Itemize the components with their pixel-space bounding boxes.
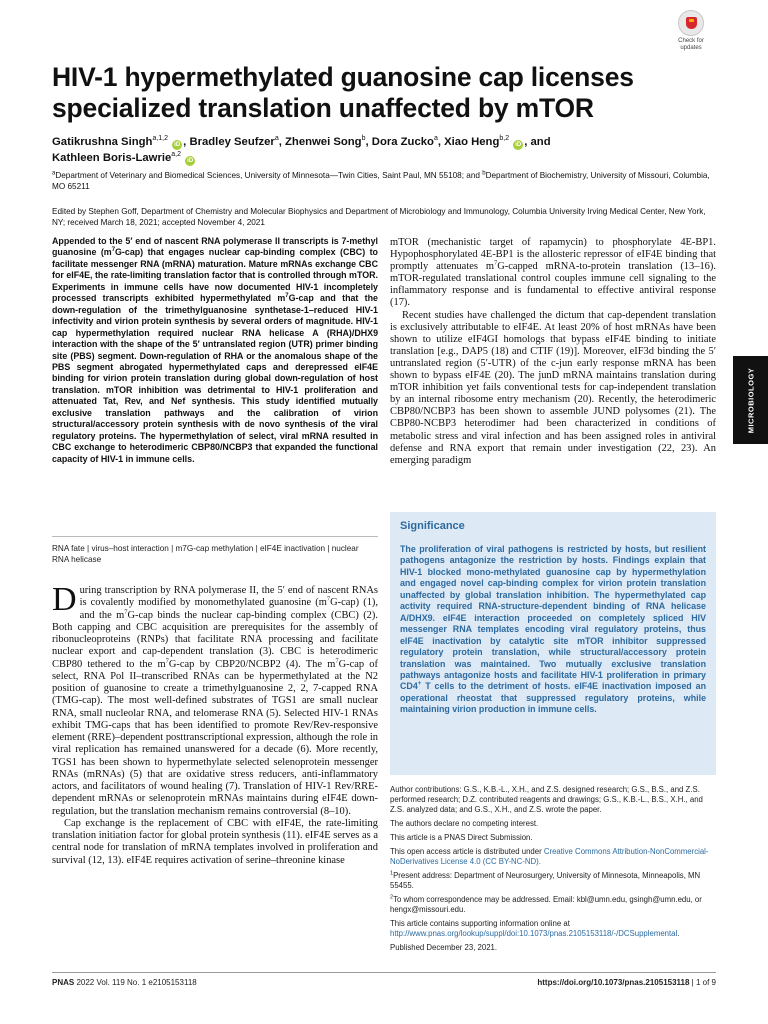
footnote-1: $^1$Present address: Department of Neurosurgery, University of Minnesota, Minneapolis, MN 55455. xyxy=(390,870,701,890)
check-updates-icon xyxy=(678,10,704,36)
author-name[interactable]: Xiao Heng xyxy=(444,136,500,148)
author-name[interactable]: Zhenwei Song xyxy=(285,136,362,148)
author-contributions: Author contributions: G.S., K.B.-L., X.H., and Z.S. designed research; G.S., B.S., and Z.S. performed research; D.Z. contributed reagents and drawings; G.S., K.B.-L., B.S., X.H., and Z.S. analyzed data; and G.S., X.H., and Z.S. wrote the paper. xyxy=(390,785,703,814)
check-for-updates-badge[interactable] xyxy=(671,10,711,56)
competing-interest: The authors declare no competing interest. xyxy=(390,819,539,828)
body-paragraph: During transcription by RNA polymerase II, the 5′ end of nascent RNAs is covalently modified by monomethylated guanosine $(m^7G-cap)$ (1), and the $m^7G$-cap binds the nuclear cap-binding complex (CBC) (2). Both capping and CBC acquisition are prerequisites for the assembly of ribonucleoproteins (RNPs) that facilitate RNA processing and facilitate nuclear export and cap-dependent translation (3). CBC is heterodimeric CBP80 tethered to the $m^7G$-cap by CBP20/NCBP2 (4). The $m^7G$-cap of select, RNA Pol II–transcribed RNAs can be hypermethylated at the N2 position of guanosine to create a trimethylguanosine 2, 2, 7-capped RNA (TMG-cap). The most well-defined substrates of TGS1 are small nuclear RNA, small nucleolar RNA, and telomerase RNA (5). Selected HIV-1 RNAs exhibit TMG-caps that has been identified to promote Rev/Rev-responsive element (RRE)–dependent posttranscriptional expression, although the role in viral replication has remained unanswered for a decade (6). More recently, TGS1 has been shown to hypermethylate selected selenoprotein messenger RNAs (mRNAs) (5) that are oxidative stress reducers, anti-inflammatory actors, and facilitators of wound healing (7). Translation of HIV-1 Rev/RRE-dependent mRNAs or selenoprotein mRNAs maintains during eIF4E down-regulation, but the translation mechanism remains controversial (8–10). xyxy=(52,581,378,817)
author-name[interactable]: Kathleen Boris-Lawrie xyxy=(52,152,172,164)
supplemental-link[interactable]: http://www.pnas.org/lookup/suppl/doi:10.1073/pnas.2105153118/-/DCSupplemental xyxy=(390,929,678,938)
body-column-right xyxy=(390,237,716,467)
footer-citation: PNAS 2022 Vol. 119 No. 1 e2105153118 xyxy=(52,978,197,987)
affiliations: $^a$Department of Veterinary and Biomedical Sciences, University of Minnesota—Twin Cities, Saint Paul, MN 55108; and $^b$Department of Biochemistry, University of Missouri, Columbia, MO 65211 xyxy=(52,170,710,191)
doi-link[interactable]: https://doi.org/10.1073/pnas.2105153118 xyxy=(537,978,690,987)
section-tab-label: MICROBIOLOGY xyxy=(746,367,755,433)
license-link[interactable]: Creative Commons Attribution-NonCommercial-NoDerivatives License 4.0 (CC BY-NC-ND). xyxy=(390,847,709,866)
footnote-2: $^2$To whom correspondence may be addressed. Email: kbl@umn.edu, gsingh@umn.edu, or hengx@missouri.edu. xyxy=(390,894,702,914)
body-paragraph: mTOR (mechanistic target of rapamycin) to phosphorylate 4E-BP1. Hypophosphorylated 4E-BP1 is the allosteric repressor of eIF4E binding that promptly attenuates $m^7G$-capped mRNA-to-protein translation (13–16). mTOR-regulated translational control couples immune cell signaling to the inflammatory response and is fundamental to effective antiviral response (17). xyxy=(390,237,716,309)
article-title: HIV-1 hypermethylated guanosine cap licenses specialized translation unaffected by mTOR xyxy=(52,62,634,123)
keywords: RNA fate | virus–host interaction | m7G-cap methylation | eIF4E inactivation | nuclear RNA helicase xyxy=(52,536,378,565)
footer-doi: https://doi.org/10.1073/pnas.2105153118 | 1 of 9 xyxy=(537,978,716,987)
badge-label: Check for updates xyxy=(678,38,704,51)
abstract: Appended to the 5′ end of nascent RNA polymerase II transcripts is 7-methyl guanosine $(m^7G-cap)$ that engages nuclear cap-binding complex (CBC) to facilitate messenger RNA (mRNA) maturation. Mature mRNAs exchange CBC for eIF4E, the rate-limiting translation factor that is controlled through mTOR. Experiments in immune cells have now documented HIV-1 incompletely processed transcripts exhibited hypermethylated $m^7G$-cap and that the down-regulation of the trimethylguanosine synthetase-1–reduced HIV-1 infectivity and virion protein synthesis by several orders of magnitude. HIV-1 cap hypermethylation required nuclear RNA helicase A (RHA)/DHX9 interaction with the shape of the 5′ untranslated region (UTR) primer binding site (PBS) segment. Down-regulation of RHA or the anomalous shape of the PBS segment abrogated hypermethylated caps and derepressed eIF4E binding for virion protein translation during global down-regulation of host translation. mTOR inhibition was detrimental to HIV-1 proliferation and attenuated Tat, Rev, and Nef synthesis. This study identified mutually exclusive translation pathways and the calibration of virion structural/accessory protein synthesis with de novo synthesis of the viral regulatory proteins. The hypermethylation of select, viral mRNA resulted in CBC exchange to heterodimeric CBP80/NCBP3 that expanded the functional capacity of HIV-1 in immune cells. xyxy=(52,236,378,464)
significance-text: The proliferation of viral pathogens is restricted by hosts, but resilient pathogens antagonize the restriction by hosts. Findings explain that HIV-1 blocked mono-methylated guanosine cap by hypermethylation and engaged novel cap-binding complex for virion protein translation unaffected by global translation inhibition. The hypermethylated cap activity required RNA-structure-dependent binding of RNA helicase A/DHX9. eIF4E interaction proceeded on completely spliced HIV messenger RNA templates encoding viral regulatory proteins, thus eIF4E inactivation by catalytic site mTOR inhibitor suppressed regulatory protein translation, while structural/accessory protein translation was maintained. Two mutually exclusive translation pathways antagonize hosts and facilitate HIV-1 proliferation in primary CD4+ T cells to the detriment of hosts. eIF4E inactivation imposed an operational rheostat that suppressed regulatory proteins, while maintaining virion production in immune cells. xyxy=(400,544,706,715)
orcid-icon[interactable]: iD xyxy=(515,142,522,148)
author-name[interactable]: Bradley Seufzer xyxy=(189,136,275,148)
author-name[interactable]: Dora Zucko xyxy=(371,136,434,148)
supporting-info: This article contains supporting information online at http://www.pnas.org/lookup/suppl/doi:10.1073/pnas.2105153118/-/DCSupplemental. xyxy=(390,919,680,938)
edited-by: Edited by Stephen Goff, Department of Chemistry and Molecular Biophysics and Department of Microbiology and Immunology, Columbia University Irving Medical Center, New York, NY; received March 18, 2021; accepted November 4, 2021 xyxy=(52,207,706,227)
body-paragraph: Cap exchange is the replacement of CBC with eIF4E, the rate-limiting translation initiation factor for global protein synthesis (11). eIF4E serves as a central node for translation of mRNA templates involved in proliferation and survival (12, 13). eIF4E requires activation of serine–threonine kinase xyxy=(52,817,378,866)
article-notes xyxy=(390,785,716,957)
body-paragraph: Recent studies have challenged the dictum that cap-dependent translation is exclusively attributable to eIF4E. At least 20% of host mRNAs have been shown to utilize eIF4GI homologs that bypass eIF4E binding to initiate translation [e.g., DAP5 (18) and CTIF (19)]. Moreover, eIF3d binding the 5′ untranslated region (5′-UTR) of the c-jun early response mRNA has been shown to bypass eIF4E (20). The junD mRNA maintains translation during mTOR inhibition yet fails conventional tests for cap-independent translation by an internal ribosome entry mechanism (20). Recently, the heterodimeric CBP80/NCBP3 has been shown to assemble JUND polysomes (21). The CBP80-NCBP3 heterodimer had been characterized in conditions of metabolic stress and viral infection and has been assigned roles in antiviral defense and RNA export that remain under investigation (22, 23). An emerging paradigm xyxy=(390,309,716,466)
body-column-left xyxy=(52,581,378,867)
orcid-icon[interactable]: iD xyxy=(174,142,181,148)
author-name[interactable]: Gatikrushna Singh xyxy=(52,136,153,148)
footer-divider xyxy=(52,972,716,973)
published-date: Published December 23, 2021. xyxy=(390,943,498,952)
significance-title: Significance xyxy=(400,520,465,532)
significance-box xyxy=(390,512,716,775)
author-list: Gatikrushna Singh$^{a,1,2}$ iD , Bradley Seufzer$^a$, Zhenwei Song$^b$, Dora Zucko$^a$, Xiao Heng$^{b,2}$ iD , and Kathleen Boris-Lawrie$^{a,2}$ iD xyxy=(52,135,551,164)
license-note: This open access article is distributed under Creative Commons Attribution-NonCommercial-NoDerivatives License 4.0 (CC BY-NC-ND). xyxy=(390,847,709,866)
submission-note: This article is a PNAS Direct Submission. xyxy=(390,833,533,842)
drop-cap: D xyxy=(52,581,77,618)
orcid-icon[interactable]: iD xyxy=(187,158,194,164)
